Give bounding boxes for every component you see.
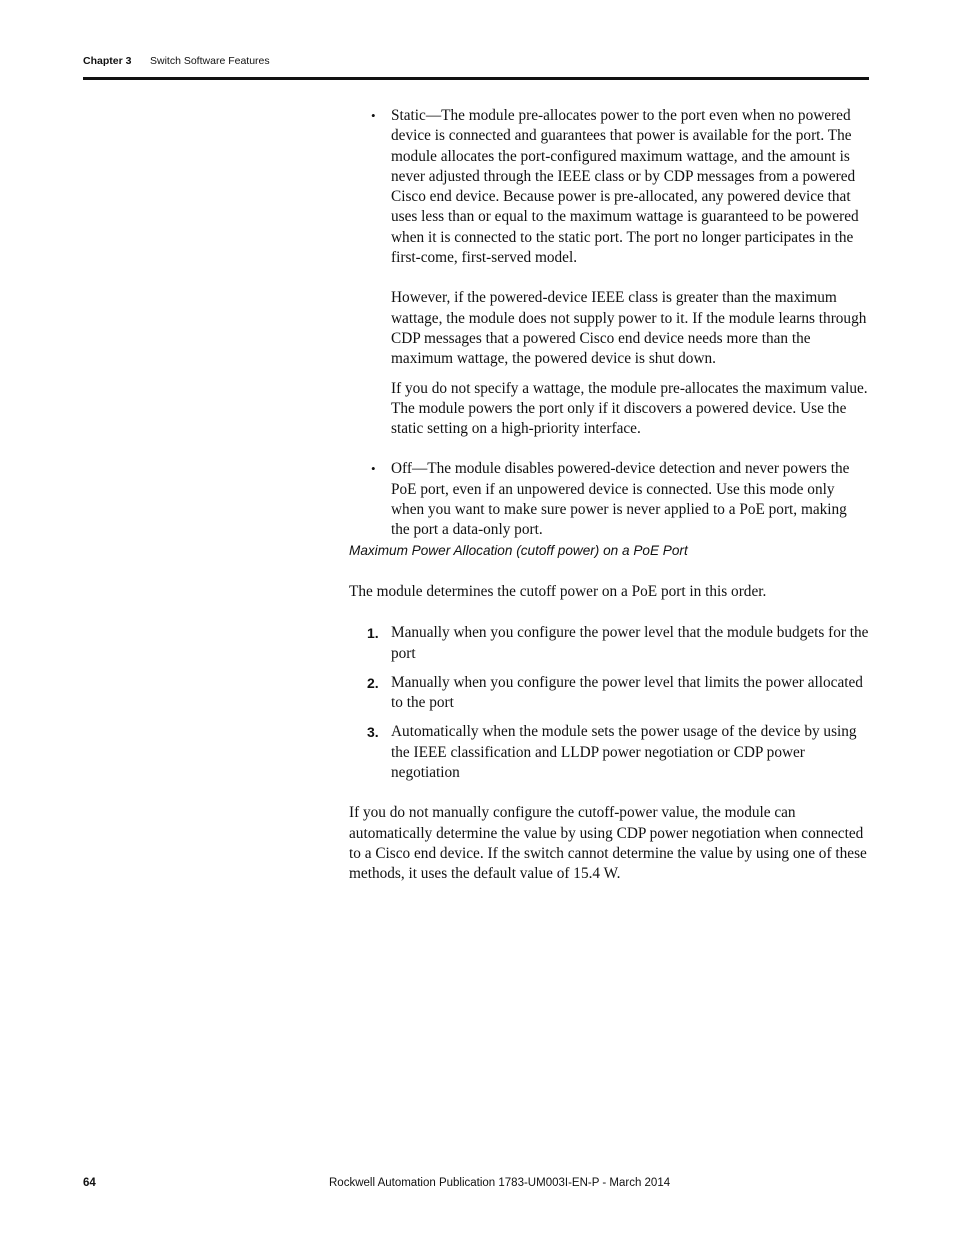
list-number: 3. bbox=[367, 724, 379, 741]
page-header bbox=[83, 53, 869, 80]
list-number: 1. bbox=[367, 625, 379, 642]
bullet-dot: • bbox=[371, 461, 376, 477]
section-title: Switch Software Features bbox=[150, 55, 270, 67]
static-paragraph-1: Static—The module pre-allocates power to the port even when no powered device is connected and guarantees that power is available for the port. The module allocates the port-configured maximum wattage, and the amount is never adjusted through the IEEE class or by CDP messages from a powered Cisco end device. Because power is pre-allocated, any powered device that uses less than or equal to the maximum wattage is guaranteed to be powered when it is connected to the static port. The port no longer participates in the first-come, first-served model. bbox=[391, 107, 859, 267]
bullet-off bbox=[349, 459, 869, 540]
list-text: Manually when you configure the power level that limits the power allocated to the port bbox=[391, 673, 863, 712]
page-number: 64 bbox=[83, 1177, 96, 1189]
list-item bbox=[349, 673, 869, 714]
bullet-dot: • bbox=[371, 108, 376, 123]
main-content bbox=[349, 106, 869, 885]
list-text: Automatically when the module sets the power usage of the device by using the IEEE classification and LLDP power negotiation or CDP power negotiation bbox=[391, 723, 857, 782]
static-paragraph-3: If you do not specify a wattage, the module pre-allocates the maximum value. The module powers the port only if it discovers a powered device. Use the static setting on a high-priority interface. bbox=[391, 379, 868, 438]
section-heading: Maximum Power Allocation (cutoff power) on a PoE Port bbox=[349, 542, 688, 558]
bullet-static bbox=[349, 106, 869, 439]
chapter-label: Chapter 3 bbox=[83, 55, 132, 67]
list-number: 2. bbox=[367, 674, 379, 691]
list-item bbox=[349, 722, 869, 783]
list-text: Manually when you configure the power level that the module budgets for the port bbox=[391, 624, 869, 662]
numbered-list bbox=[349, 623, 869, 783]
list-item bbox=[349, 623, 869, 664]
off-paragraph: Off—The module disables powered-device detection and never powers the PoE port, even if an unpowered device is connected. Use this mode only when you want to make sure power is never applied to a PoE port, making the port a data-only port. bbox=[391, 460, 850, 539]
section-intro: The module determines the cutoff power on a PoE port in this order. bbox=[349, 582, 767, 600]
publication-info: Rockwell Automation Publication 1783-UM003I-EN-P - March 2014 bbox=[329, 1177, 671, 1189]
closing-paragraph: If you do not manually configure the cutoff-power value, the module can automatically determine the value by using CDP power negotiation when connected to a Cisco end device. If the switch cannot determine the value by using one of these methods, it uses the default value of 15.4 W. bbox=[349, 804, 867, 883]
static-paragraph-2: However, if the powered-device IEEE class is greater than the maximum wattage, the module does not supply power to it. If the module learns through CDP messages that a powered Cisco end device needs more than the maximum wattage, the powered device is shut down. bbox=[391, 289, 867, 368]
